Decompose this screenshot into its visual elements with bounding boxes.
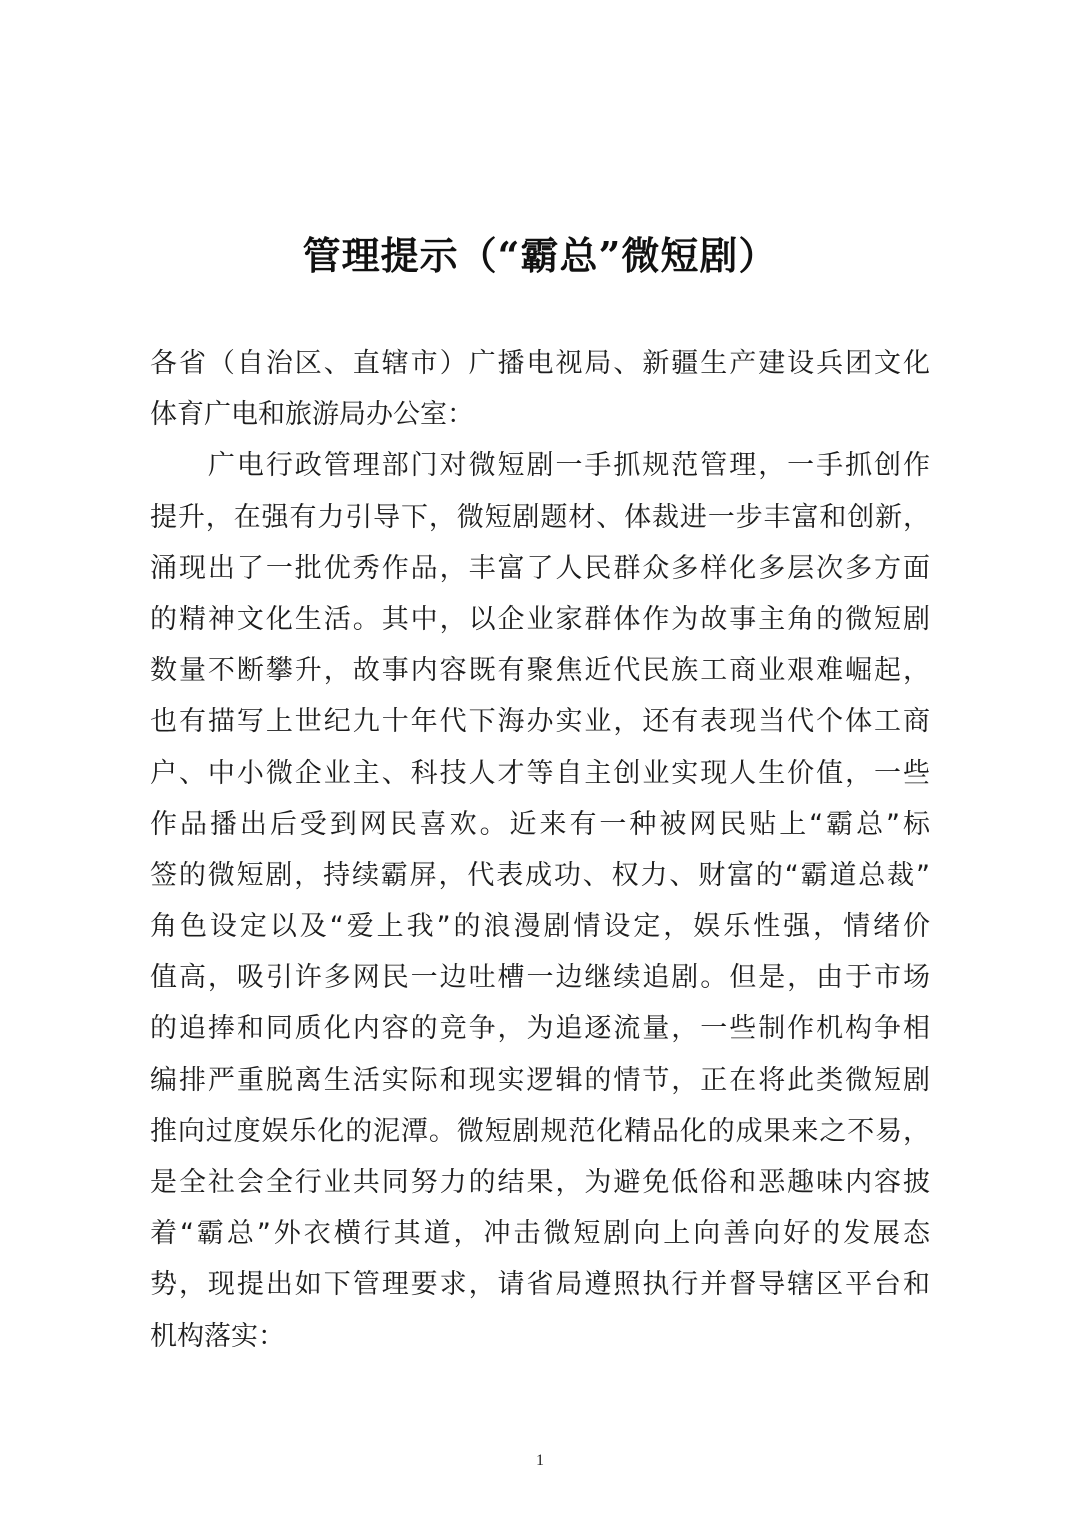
body-line: 各省（自治区、直辖市）广播电视局、新疆生产建设兵团文化 [150, 348, 930, 379]
body-line: 也有描写上世纪九十年代下海办实业，还有表现当代个体工商 [150, 706, 930, 738]
body-line: 势，现提出如下管理要求，请省局遵照执行并督导辖区平台和 [150, 1269, 930, 1301]
document-body [150, 338, 930, 1362]
body-line: 推向过度娱乐化的泥潭。微短剧规范化精品化的成果来之不易， [150, 1115, 930, 1147]
body-line: 机构落实： [150, 1320, 285, 1352]
page-number: 1 [536, 1452, 544, 1469]
body-line: 户、中小微企业主、科技人才等自主创业实现人生价值，一些 [150, 757, 930, 789]
body-line: 是全社会全行业共同努力的结果，为避免低俗和恶趣味内容披 [150, 1167, 930, 1198]
body-line: 编排严重脱离生活实际和现实逻辑的情节，正在将此类微短剧 [150, 1064, 930, 1096]
body-line: 数量不断攀升，故事内容既有聚焦近代民族工商业艰难崛起， [150, 655, 930, 687]
body-line: 提升，在强有力引导下，微短剧题材、体裁进一步丰富和创新， [150, 501, 930, 533]
body-line: 着“霸总”外衣横行其道，冲击微短剧向上向善向好的发展态 [150, 1218, 930, 1250]
body-line: 的追捧和同质化内容的竞争，为追逐流量，一些制作机构争相 [150, 1013, 930, 1045]
body-line: 值高，吸引许多网民一边吐槽一边继续追剧。但是，由于市场 [150, 962, 930, 994]
body-line: 体育广电和旅游局办公室： [150, 399, 474, 431]
body-line: 角色设定以及“爱上我”的浪漫剧情设定，娱乐性强，情绪价 [150, 911, 930, 943]
body-line: 涌现出了一批优秀作品，丰富了人民群众多样化多层次多方面 [150, 552, 930, 584]
body-line: 签的微短剧，持续霸屏，代表成功、权力、财富的“霸道总裁” [150, 859, 930, 891]
document-title: 管理提示（“霸总”微短剧） [302, 233, 778, 278]
body-line: 的精神文化生活。其中，以企业家群体作为故事主角的微短剧 [150, 603, 930, 635]
body-line: 广电行政管理部门对微短剧一手抓规范管理，一手抓创作 [150, 450, 930, 482]
body-line: 作品播出后受到网民喜欢。近来有一种被网民贴上“霸总”标 [150, 808, 930, 840]
